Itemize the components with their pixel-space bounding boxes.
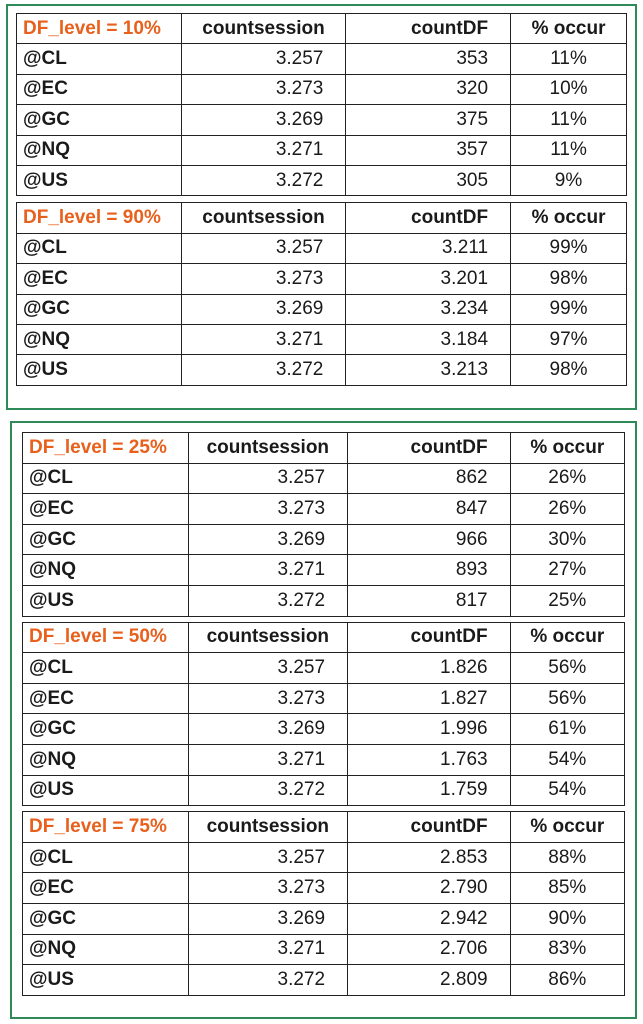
countsession-cell: 3.257: [181, 233, 346, 263]
header-countsession: countsession: [188, 622, 348, 653]
df-table: [22, 811, 625, 996]
symbol-cell: @GC: [17, 105, 182, 135]
table-row: [17, 165, 627, 195]
countdf-cell: 2.853: [348, 842, 511, 873]
symbol-cell: @US: [17, 165, 182, 195]
occur-cell: 90%: [510, 903, 624, 934]
occur-cell: 11%: [511, 105, 627, 135]
countdf-cell: 1.827: [348, 683, 511, 714]
df-table: [22, 432, 625, 617]
header-countsession: countsession: [181, 203, 346, 233]
symbol-cell: @CL: [23, 463, 189, 494]
header-row: [23, 433, 625, 464]
occur-cell: 27%: [510, 555, 624, 586]
table-row: [17, 355, 627, 385]
symbol-cell: @EC: [23, 873, 189, 904]
df-level-label: DF_level = 75%: [23, 812, 189, 843]
countdf-cell: 357: [346, 135, 511, 165]
header-countdf: countDF: [346, 14, 511, 44]
countsession-cell: 3.273: [188, 494, 348, 525]
header-countsession: countsession: [188, 812, 348, 843]
countdf-cell: 862: [348, 463, 511, 494]
occur-cell: 30%: [510, 524, 624, 555]
countsession-cell: 3.269: [181, 294, 346, 324]
occur-cell: 9%: [511, 165, 627, 195]
panel-top: [6, 4, 637, 410]
occur-cell: 61%: [510, 714, 624, 745]
header-occur: % occur: [511, 14, 627, 44]
header-row: [17, 203, 627, 233]
table-row: [17, 135, 627, 165]
countdf-cell: 353: [346, 44, 511, 74]
table-row: [23, 873, 625, 904]
countsession-cell: 3.257: [188, 463, 348, 494]
df-table: [16, 202, 627, 385]
symbol-cell: @US: [23, 775, 189, 806]
symbol-cell: @GC: [17, 294, 182, 324]
countdf-cell: 3.201: [346, 264, 511, 294]
countdf-cell: 893: [348, 555, 511, 586]
countdf-cell: 2.809: [348, 965, 511, 996]
table-row: [17, 294, 627, 324]
symbol-cell: @CL: [17, 233, 182, 263]
header-countdf: countDF: [348, 433, 511, 464]
table-row: [23, 524, 625, 555]
countdf-cell: 3.211: [346, 233, 511, 263]
header-occur: % occur: [510, 622, 624, 653]
header-countsession: countsession: [181, 14, 346, 44]
symbol-cell: @US: [23, 965, 189, 996]
symbol-cell: @CL: [23, 653, 189, 684]
countdf-cell: 2.942: [348, 903, 511, 934]
table-row: [17, 44, 627, 74]
table-row: [17, 264, 627, 294]
countsession-cell: 3.271: [181, 135, 346, 165]
countsession-cell: 3.272: [188, 965, 348, 996]
countsession-cell: 3.257: [188, 842, 348, 873]
countsession-cell: 3.269: [181, 105, 346, 135]
table-row: [23, 585, 625, 616]
occur-cell: 10%: [511, 74, 627, 104]
symbol-cell: @GC: [23, 524, 189, 555]
table-row: [23, 555, 625, 586]
symbol-cell: @US: [23, 585, 189, 616]
symbol-cell: @GC: [23, 903, 189, 934]
occur-cell: 56%: [510, 683, 624, 714]
countdf-cell: 1.763: [348, 744, 511, 775]
occur-cell: 99%: [511, 294, 627, 324]
countsession-cell: 3.271: [188, 744, 348, 775]
header-countsession: countsession: [188, 433, 348, 464]
countdf-cell: 2.790: [348, 873, 511, 904]
df-level-label: DF_level = 10%: [17, 14, 182, 44]
occur-cell: 98%: [511, 355, 627, 385]
countdf-cell: 375: [346, 105, 511, 135]
header-occur: % occur: [511, 203, 627, 233]
countsession-cell: 3.271: [188, 555, 348, 586]
header-row: [23, 812, 625, 843]
countdf-cell: 1.826: [348, 653, 511, 684]
occur-cell: 26%: [510, 494, 624, 525]
countdf-cell: 847: [348, 494, 511, 525]
countdf-cell: 817: [348, 585, 511, 616]
symbol-cell: @NQ: [23, 555, 189, 586]
countdf-cell: 320: [346, 74, 511, 104]
countsession-cell: 3.273: [181, 74, 346, 104]
symbol-cell: @GC: [23, 714, 189, 745]
table-row: [23, 744, 625, 775]
occur-cell: 97%: [511, 324, 627, 354]
table-row: [17, 324, 627, 354]
table-row: [23, 965, 625, 996]
header-countdf: countDF: [346, 203, 511, 233]
symbol-cell: @CL: [23, 842, 189, 873]
table-row: [23, 903, 625, 934]
countsession-cell: 3.269: [188, 524, 348, 555]
table-row: [23, 775, 625, 806]
table-row: [23, 714, 625, 745]
df-level-label: DF_level = 50%: [23, 622, 189, 653]
df-table: [16, 13, 627, 196]
countdf-cell: 2.706: [348, 934, 511, 965]
header-countdf: countDF: [348, 812, 511, 843]
table-row: [23, 463, 625, 494]
occur-cell: 86%: [510, 965, 624, 996]
countsession-cell: 3.269: [188, 903, 348, 934]
table-row: [23, 653, 625, 684]
countdf-cell: 3.213: [346, 355, 511, 385]
df-level-label: DF_level = 25%: [23, 433, 189, 464]
symbol-cell: @EC: [17, 264, 182, 294]
symbol-cell: @NQ: [23, 744, 189, 775]
header-countdf: countDF: [348, 622, 511, 653]
occur-cell: 99%: [511, 233, 627, 263]
table-row: [23, 494, 625, 525]
countdf-cell: 3.184: [346, 324, 511, 354]
countdf-cell: 1.996: [348, 714, 511, 745]
df-table: [22, 622, 625, 807]
countsession-cell: 3.271: [188, 934, 348, 965]
header-occur: % occur: [510, 433, 624, 464]
countsession-cell: 3.272: [188, 775, 348, 806]
countsession-cell: 3.272: [188, 585, 348, 616]
countdf-cell: 305: [346, 165, 511, 195]
countsession-cell: 3.272: [181, 165, 346, 195]
symbol-cell: @NQ: [17, 135, 182, 165]
occur-cell: 85%: [510, 873, 624, 904]
occur-cell: 88%: [510, 842, 624, 873]
occur-cell: 11%: [511, 44, 627, 74]
occur-cell: 54%: [510, 744, 624, 775]
occur-cell: 26%: [510, 463, 624, 494]
occur-cell: 25%: [510, 585, 624, 616]
countsession-cell: 3.273: [188, 683, 348, 714]
table-row: [23, 934, 625, 965]
symbol-cell: @NQ: [17, 324, 182, 354]
table-row: [17, 233, 627, 263]
occur-cell: 56%: [510, 653, 624, 684]
countsession-cell: 3.257: [181, 44, 346, 74]
countsession-cell: 3.273: [181, 264, 346, 294]
df-level-label: DF_level = 90%: [17, 203, 182, 233]
header-row: [17, 14, 627, 44]
symbol-cell: @EC: [23, 683, 189, 714]
symbol-cell: @CL: [17, 44, 182, 74]
occur-cell: 83%: [510, 934, 624, 965]
occur-cell: 54%: [510, 775, 624, 806]
countsession-cell: 3.272: [181, 355, 346, 385]
symbol-cell: @EC: [23, 494, 189, 525]
header-row: [23, 622, 625, 653]
panel-bottom: [10, 421, 637, 1019]
table-row: [23, 842, 625, 873]
countdf-cell: 3.234: [346, 294, 511, 324]
occur-cell: 98%: [511, 264, 627, 294]
table-row: [17, 74, 627, 104]
symbol-cell: @US: [17, 355, 182, 385]
countsession-cell: 3.271: [181, 324, 346, 354]
countdf-cell: 966: [348, 524, 511, 555]
table-row: [23, 683, 625, 714]
symbol-cell: @NQ: [23, 934, 189, 965]
symbol-cell: @EC: [17, 74, 182, 104]
countsession-cell: 3.269: [188, 714, 348, 745]
countdf-cell: 1.759: [348, 775, 511, 806]
occur-cell: 11%: [511, 135, 627, 165]
countsession-cell: 3.257: [188, 653, 348, 684]
countsession-cell: 3.273: [188, 873, 348, 904]
table-row: [17, 105, 627, 135]
header-occur: % occur: [510, 812, 624, 843]
